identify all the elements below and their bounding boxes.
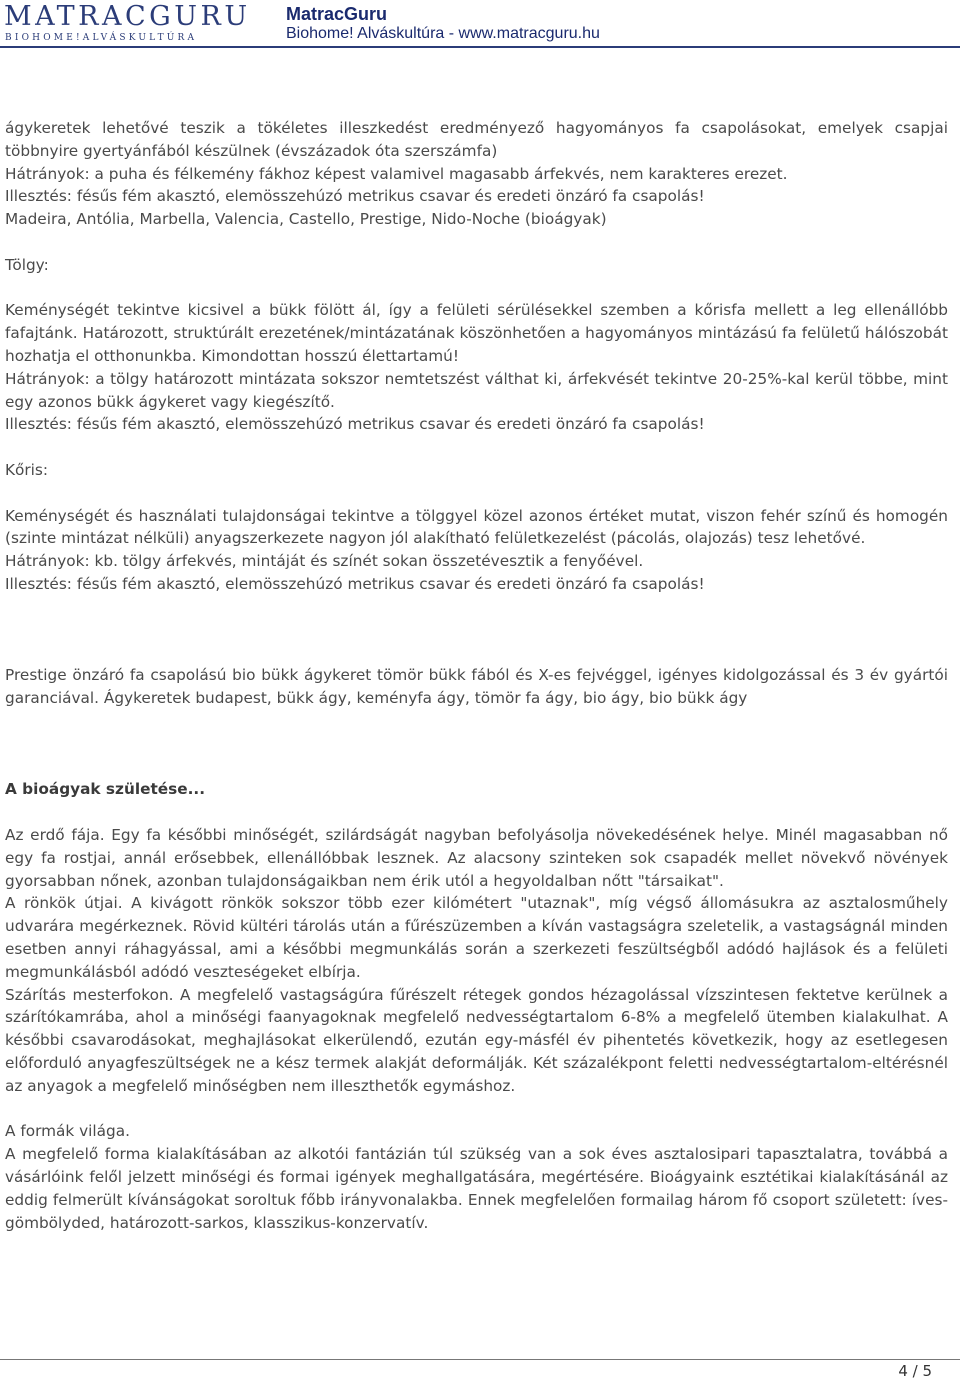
page-number: 4 / 5 xyxy=(898,1362,932,1380)
site-title: MatracGuru xyxy=(286,4,388,24)
matracguru-logo xyxy=(4,2,274,46)
bio-drying-paragraph: Szárítás mesterfokon. A megfelelő vastagságúra fűrészelt rétegek gondos hézagolással vízszintesen fektetve kerülnek a szárítókamrába, ahol a minőségi faanyagoknak megfelelő nedvességtartalom 6-8% a megfelelő ütemben kialakulhat. A későbbi csavarodásokat, meghajlásokat elkerülendő, ezután egy-másfél év pihentetés következik, hogy az esetlegesen előforduló anyagfeszültségek ne a kész termek alakját deformálják. Két százalékpont feletti nedvességtartalom-eltérésnél az anyagok a megfelelő minőségben nem illeszthetők egymáshoz. xyxy=(5,985,948,1095)
site-subtitle: Biohome! Alváskultúra - www.matracguru.hu xyxy=(286,25,600,42)
header-divider xyxy=(0,46,960,48)
bio-forest-paragraph: Az erdő fája. Egy fa későbbi minőségét, szilárdságát nagyban befolyásolja növekedésének helye. Minél magasabban nő egy fa rostjai, annál erősebbek, ellenállóbbak lesznek. Az alacsony szinteken sok csapadék mellet növekvő növények gyorsabban nőnek, azonban tulajdonságaikban nem érik utól a hegyoldalban nőtt "társaikat". xyxy=(5,825,948,890)
tolgy-joinery: Illesztés: fésűs fém akasztó, elemösszehúzó metrikus csavar és eredeti önzáró fa csapolás! xyxy=(5,415,705,434)
tolgy-drawbacks: Hátrányok: a tölgy határozott mintázata sokszor nemtetszést válthat ki, árfekvését tekintve 20-25%-kal kerül többe, mint egy azonos bükk ágykeret vagy kiegészítő. xyxy=(5,369,948,411)
bio-heading: A bioágyak születése... xyxy=(5,780,206,799)
koris-drawbacks: Hátrányok: kb. tölgy árfekvés, mintáját és színét sokan összetévesztik a fenyőével. xyxy=(5,552,644,571)
formak-title: A formák világa. xyxy=(5,1122,130,1141)
koris-joinery: Illesztés: fésűs fém akasztó, elemösszehúzó metrikus csavar és eredeti önzáró fa csapolás! xyxy=(5,574,705,593)
document-body xyxy=(5,117,948,1234)
intro-paragraph: ágykeretek lehetővé teszik a tökéletes illeszkedést eredményező hagyományos fa csapolásokat, emelyek csapjai többnyire gyertyánfából készülnek (évszázadok óta szerszámfa) xyxy=(5,119,948,160)
bio-logs-paragraph: A rönkök útjai. A kivágott rönkök sokszor több ezer kilómétert "utaznak", míg végső állomásukra az asztalosműhely udvarára megérkeznek. Rövid kültéri tárolás után a fűrészüzemben a kíván vastagságra szeletelik, a vastagságnál minden esetben annyi ráhagyással, ami a későbbi megmunkálás során a szerkezeti feszültségből adódó hajlások és a felületi megmunkálásból adódó veszteségeket elbírja. xyxy=(5,894,948,981)
prestige-paragraph: Prestige önzáró fa csapolású bio bükk ágykeret tömör bükk fából és X-es fejvéggel, igényes kidolgozással és 3 év gyártói garanciával. Ágykeretek budapest, bükk ágy, keményfa ágy, tömör fa ágy, bio ágy, bio bükk ágy xyxy=(5,665,948,707)
logo-tagline: BIOHOME!ALVÁSKULTÚRA xyxy=(5,33,198,43)
footer-divider xyxy=(0,1359,960,1360)
intro-joinery: Illesztés: fésűs fém akasztó, elemösszehúzó metrikus csavar és eredeti önzáró fa csapolás! xyxy=(5,187,705,206)
formak-paragraph: A megfelelő forma kialakításában az alkotói fantázián túl szükség van a sok éves asztalosipari tapasztalatra, továbbá a vásárlóink felől jelzett minőségi és formai igények meghallgatására, megértésére. Bioágyaink esztétikai kialakításánál az eddig felmerült kívánságokat soroltuk főbb irányvonalakba. Ennek megfelelően formailag három fő csoport született: íves-gömbölyded, határozott-sarkos, klasszikus-konzervatív. xyxy=(5,1145,948,1232)
koris-paragraph: Keménységét és használati tulajdonságai tekintve a tölggyel közel azonos értéket mutat, viszon fehér színű és homogén (szinte mintázat nélküli) anyagszerkezete nagyon jól alakítható felületkezelést (pácolás, olajozás) tesz lehetővé. xyxy=(5,506,948,548)
tolgy-paragraph: Keménységét tekintve kicsivel a bükk fölött ál, így a felületi sérülésekkel szemben a kőrisfa mellett a leg ellenállóbb fafajtánk. Határozott, struktúrált erezetének/mintázatának köszönhetően a hagyományos mintázású fa felületű hálószobát hozhatja el otthonunkba. Kimondottan hosszú élettartamú! xyxy=(5,301,948,365)
koris-label: Kőris: xyxy=(5,460,49,479)
intro-models: Madeira, Antólia, Marbella, Valencia, Castello, Prestige, Nido-Noche (bioágyak) xyxy=(5,210,607,229)
intro-drawbacks: Hátrányok: a puha és félkemény fákhoz képest valamivel magasabb árfekvés, nem karakteres erezet. xyxy=(5,164,788,183)
tolgy-label: Tölgy: xyxy=(5,255,49,274)
logo-wordmark: MATRACGURU xyxy=(4,1,251,32)
page-header xyxy=(0,0,960,50)
